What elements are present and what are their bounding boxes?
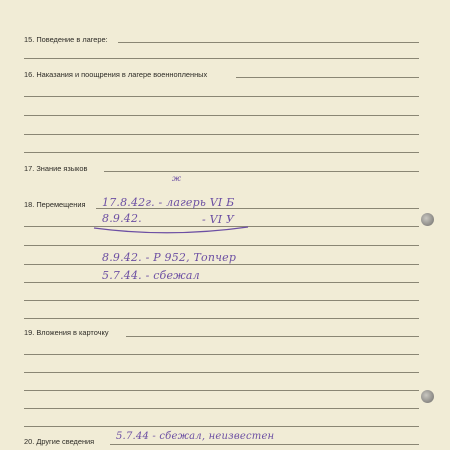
field-languages-label: 17. Знание языков <box>24 164 88 173</box>
blank-line <box>24 282 419 283</box>
field-behavior-label: 15. Поведение в лагере: <box>24 35 108 44</box>
handwritten-other: 5.7.44 - сбежал, неизвестен <box>116 431 275 442</box>
field-other-line <box>110 444 419 445</box>
blank-line <box>24 390 419 391</box>
handwritten-move-4: 5.7.44. - сбежал <box>102 269 200 282</box>
field-attachments-line <box>126 336 419 337</box>
binder-hole <box>421 213 434 226</box>
ink-mark: ж <box>172 174 182 183</box>
field-moves-label: 18. Перемещения <box>24 200 86 209</box>
handwritten-move-1: 17.8.42г. - лагерь VI Б <box>102 196 235 209</box>
blank-line <box>24 354 419 355</box>
blank-line <box>24 300 419 301</box>
field-attachments-label: 19. Вложения в карточку <box>24 328 109 337</box>
blank-line <box>24 245 419 246</box>
blank-line <box>24 426 419 427</box>
field-other-label: 20. Другие сведения <box>24 437 95 446</box>
field-punishments-label: 16. Наказания и поощрения в лагере военнопленных <box>24 70 208 79</box>
handwritten-move-2-date: 8.9.42. <box>102 212 142 225</box>
handwritten-move-3: 8.9.42. - Р 952, Топчер <box>102 251 237 264</box>
blank-line <box>24 372 419 373</box>
blank-line <box>24 264 419 265</box>
binder-hole <box>421 390 434 403</box>
blank-line <box>24 318 419 319</box>
blank-line <box>24 408 419 409</box>
handwritten-move-2-camp: - VI У <box>202 213 235 226</box>
